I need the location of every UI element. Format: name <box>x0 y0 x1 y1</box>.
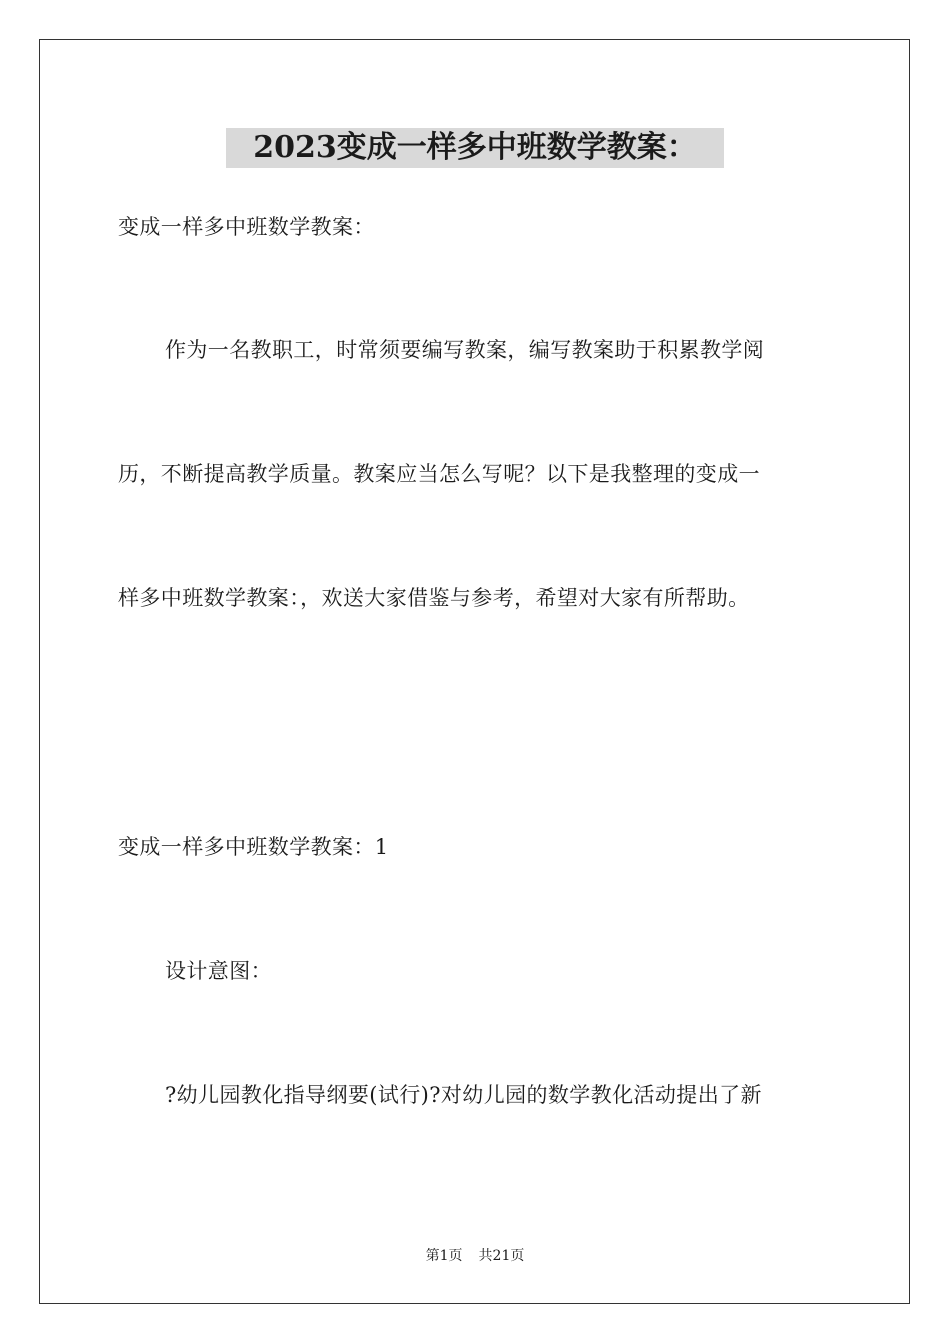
page-footer <box>0 1246 950 1266</box>
text-line: 作为一名教职工，时常须要编写教案，编写教案助于积累教学阅 <box>165 338 765 362</box>
text-line: ?幼儿园教化指导纲要(试行)?对幼儿园的数学教化活动提出了新 <box>165 1083 762 1107</box>
subsection-heading: 设计意图： <box>165 959 272 983</box>
page-number: 第1页 <box>425 1248 463 1264</box>
page-total: 共21页 <box>478 1248 525 1264</box>
text-line: 样多中班数学教案：，欢送大家借鉴与参考，希望对大家有所帮助。 <box>118 586 750 610</box>
document-title: 2023变成一样多中班数学教案： <box>226 128 724 168</box>
text-line: 历，不断提高教学质量。教案应当怎么写呢？以下是我整理的变成一 <box>118 462 760 486</box>
section-heading: 变成一样多中班数学教案：1 <box>118 835 389 859</box>
text-line: 变成一样多中班数学教案： <box>118 215 375 239</box>
